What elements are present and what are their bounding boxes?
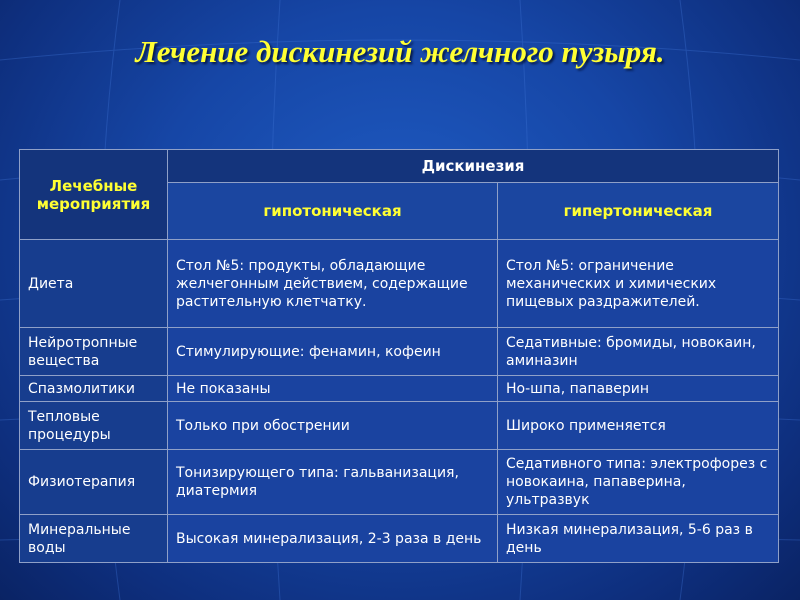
row-hypertonic: Низкая минерализация, 5-6 раз в день xyxy=(498,515,779,563)
row-hypotonic: Не показаны xyxy=(168,376,498,402)
row-hypertonic: Но-шпа, папаверин xyxy=(498,376,779,402)
slide-title: Лечение дискинезий желчного пузыря. xyxy=(135,34,665,69)
header-hypotonic: гипотоническая xyxy=(168,183,498,240)
header-hypertonic: гипертоническая xyxy=(498,183,779,240)
row-measure: Физиотерапия xyxy=(20,450,168,515)
row-hypertonic: Широко применяется xyxy=(498,402,779,450)
dyskinesia-treatment-table xyxy=(19,149,779,563)
header-dyskinesia: Дискинезия xyxy=(168,150,779,183)
row-hypotonic: Стимулирующие: фенамин, кофеин xyxy=(168,328,498,376)
row-measure: Спазмолитики xyxy=(20,376,168,402)
row-hypertonic: Стол №5: ограничение механических и химических пищевых раздражителей. xyxy=(498,240,779,328)
row-hypotonic: Высокая минерализация, 2-3 раза в день xyxy=(168,515,498,563)
row-hypotonic: Только при обострении xyxy=(168,402,498,450)
row-measure: Нейротропные вещества xyxy=(20,328,168,376)
row-measure: Тепловые процедуры xyxy=(20,402,168,450)
row-hypertonic: Седативные: бромиды, новокаин, аминазин xyxy=(498,328,779,376)
table-row xyxy=(20,328,779,376)
table-row xyxy=(20,402,779,450)
row-hypertonic: Седативного типа: электрофорез с новокаина, папаверина, ультразвук xyxy=(498,450,779,515)
header-measures: Лечебные мероприятия xyxy=(20,150,168,240)
table-header-row xyxy=(20,150,779,183)
row-hypotonic: Стол №5: продукты, обладающие желчегонным действием, содержащие растительную клетчатку. xyxy=(168,240,498,328)
table-row xyxy=(20,376,779,402)
row-measure: Минеральные воды xyxy=(20,515,168,563)
table-row xyxy=(20,240,779,328)
row-measure: Диета xyxy=(20,240,168,328)
table-row xyxy=(20,450,779,515)
row-hypotonic: Тонизирующего типа: гальванизация, диатермия xyxy=(168,450,498,515)
table-row xyxy=(20,515,779,563)
